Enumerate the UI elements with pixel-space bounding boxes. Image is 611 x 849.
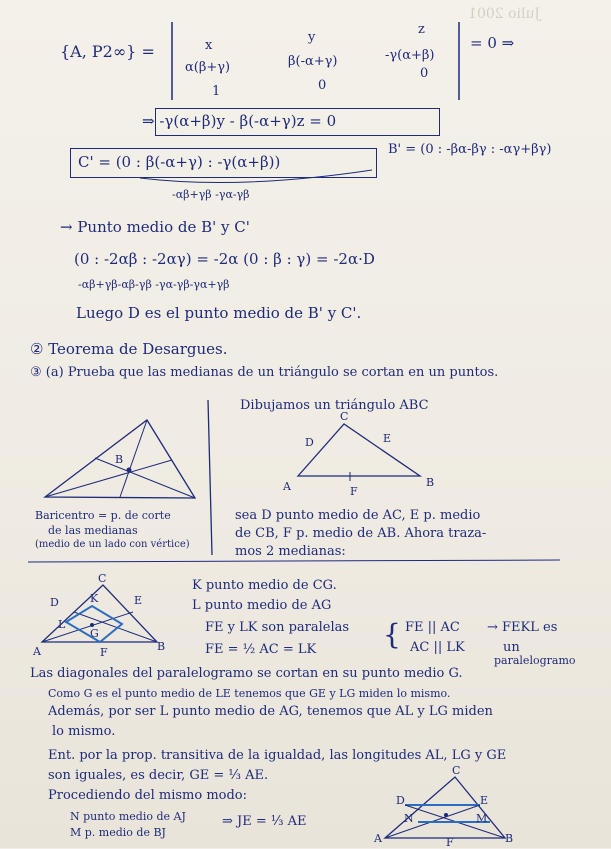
para-line-9: M p. medio de BJ xyxy=(70,826,166,839)
midpoint-equation: (0 : -2αβ : -2αγ) = -2α (0 : β : γ) = -2α·D xyxy=(74,250,375,268)
triangle-abc xyxy=(298,424,420,481)
sea-line-2: de CB, F p. medio de AB. Ahora traza- xyxy=(235,526,487,541)
tri3-label-b: B xyxy=(505,832,514,845)
matrix-rhs: = 0 ⇒ xyxy=(470,34,515,52)
centroid-label: B xyxy=(115,453,124,466)
midpoint-conclusion: Luego D es el punto medio de B' y C'. xyxy=(76,304,362,322)
para-line-8: N punto medio de AJ xyxy=(70,810,186,823)
tri2-label-b: B xyxy=(157,640,166,653)
tri2-label-k: K xyxy=(90,592,99,605)
bleed-through-text: Julio 2001 xyxy=(468,6,541,22)
tri3-label-e: E xyxy=(480,794,489,807)
tri1-label-a: A xyxy=(283,480,291,493)
baricentro-line-3: (medio de un lado con vértice) xyxy=(35,539,190,550)
tri2-label-d: D xyxy=(50,596,59,609)
tri2-label-f: F xyxy=(100,646,108,659)
c-prime: C' = (0 : β(-α+γ) : -γ(α+β)) xyxy=(78,153,281,171)
matrix-r1c2: y xyxy=(308,30,316,45)
brace: { xyxy=(383,618,401,651)
k-line-2: L punto medio de AG xyxy=(192,598,332,613)
para-line-5: Ent. por la prop. transitiva de la igualdad, las longitudes AL, LG y GE xyxy=(48,748,507,763)
para-line-2: Como G es el punto medio de LE tenemos que GE y LG miden lo mismo. xyxy=(48,687,451,700)
matrix-r3c3: 0 xyxy=(420,66,429,81)
k-line-4: FE = ½ AC = LK xyxy=(205,642,317,657)
final-equation: ⇒ JE = ⅓ AE xyxy=(222,814,307,829)
tri3-label-f: F xyxy=(446,836,454,849)
tri3-label-d: D xyxy=(396,794,405,807)
k-line-1: K punto medio de CG. xyxy=(192,578,337,593)
fekl-1: → FEKL es xyxy=(487,620,558,635)
sea-line-3: mos 2 medianas: xyxy=(235,544,346,559)
tri3-label-c: C xyxy=(452,764,461,777)
tri2-label-a: A xyxy=(33,645,41,658)
matrix-r1c1: x xyxy=(205,38,213,53)
b-prime: B' = (0 : -βα-βγ : -αγ+βγ) xyxy=(388,142,552,157)
brace-line-2: AC || LK xyxy=(410,640,465,655)
matrix-r2c2: β(-α+γ) xyxy=(288,54,338,69)
tri2-label-c: C xyxy=(98,572,107,585)
para-line-3: Además, por ser L punto medio de AG, tenemos que AL y LG miden xyxy=(48,704,493,719)
midpoint-sub: -αβ+γβ-αβ-γβ -γα-γβ-γα+γβ xyxy=(78,278,230,291)
item-3: ③ (a) Prueba que las medianas de un triángulo se cortan en un puntos. xyxy=(30,365,499,380)
brace-line-1: FE || AC xyxy=(405,620,460,635)
tri1-label-c: C xyxy=(340,410,349,423)
tri1-label-d: D xyxy=(305,436,314,449)
tri3-label-n: N xyxy=(404,812,414,825)
para-line-6: son iguales, es decir, GE = ⅓ AE. xyxy=(48,768,269,783)
matrix-r3c2: 0 xyxy=(318,78,327,93)
matrix-r2c3: -γ(α+β) xyxy=(385,48,435,63)
k-line-3: FE y LK son paralelas xyxy=(205,620,350,635)
baricentro-line-2: de las medianas xyxy=(48,524,138,537)
fekl-2: un xyxy=(503,640,520,655)
matrix-r1c3: z xyxy=(418,22,425,37)
tri2-label-g: G xyxy=(90,627,99,640)
para-line-4: lo mismo. xyxy=(52,724,116,739)
item-2: ② Teorema de Desargues. xyxy=(30,340,228,358)
tri3-label-a: A xyxy=(374,832,382,845)
para-line-1: Las diagonales del paralelogramo se cortan en su punto medio G. xyxy=(30,666,463,681)
para-line-7: Procediendo del mismo modo: xyxy=(48,788,248,803)
tri3-label-m: M xyxy=(476,812,488,825)
matrix-r3c1: 1 xyxy=(212,84,221,99)
tri2-label-l: L xyxy=(58,618,66,631)
fekl-3: paralelogramo xyxy=(494,654,576,667)
tri2-label-e: E xyxy=(134,594,143,607)
tri1-label-e: E xyxy=(383,432,392,445)
baricentro-line-1: Baricentro = p. de corte xyxy=(35,509,171,522)
c-prime-sub: -αβ+γβ -γα-γβ xyxy=(172,188,250,201)
final-triangle-diagram xyxy=(385,777,505,838)
matrix-r2c1: α(β+γ) xyxy=(185,60,231,75)
tri1-label-f: F xyxy=(350,485,358,498)
draw-text: Dibujamos un triángulo ABC xyxy=(240,398,429,413)
tri1-label-b: B xyxy=(426,476,435,489)
midpoint-title: → Punto medio de B' y C' xyxy=(60,218,250,236)
matrix-lhs: {A, P2∞} = xyxy=(60,42,155,61)
boxed-equation: ⇒ -γ(α+β)y - β(-α+γ)z = 0 xyxy=(142,112,337,130)
sea-line-1: sea D punto medio de AC, E p. medio xyxy=(235,508,481,523)
